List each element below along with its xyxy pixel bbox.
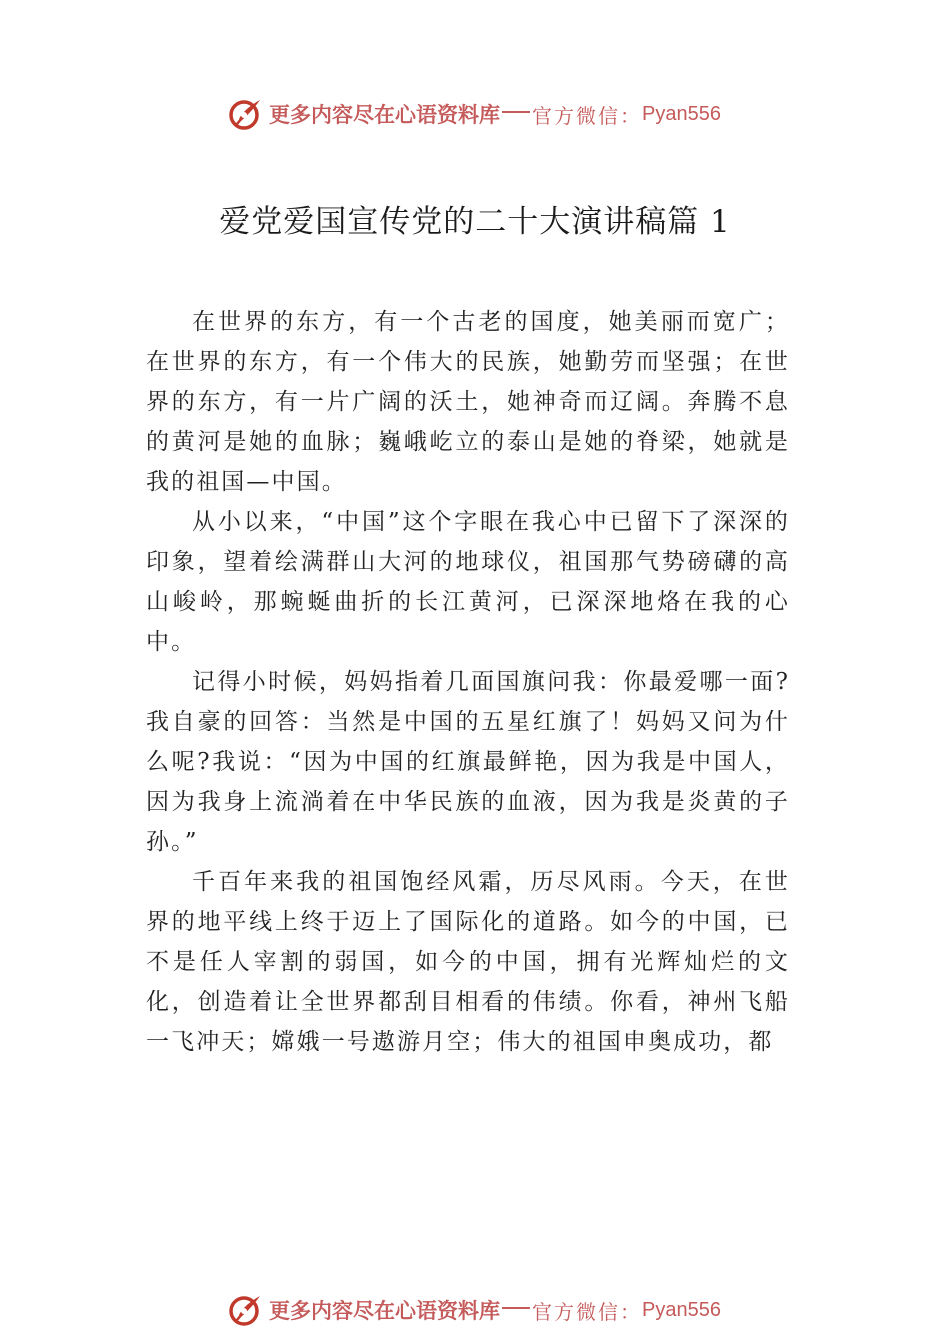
watermark-label: 官方微信： [532, 1299, 643, 1324]
watermark-dash [502, 111, 530, 113]
watermark-dash [502, 1307, 530, 1309]
watermark-id: Pyan556 [642, 1298, 721, 1321]
watermark-label: 官方微信： [532, 103, 643, 128]
watermark-id: Pyan556 [642, 102, 721, 125]
quill-logo-icon [229, 1293, 263, 1327]
document-title: 爱党爱国宣传党的二十大演讲稿篇 1 [219, 204, 731, 240]
paragraph: 从小以来，“中国”这个字眼在我心中已留下了深深的印象，望着绘满群山大河的地球仪，祖国那气势磅礴的高山峻岭，那蜿蜒曲折的长江黄河，已深深地烙在我的心中。 [146, 509, 790, 655]
paragraph: 记得小时候，妈妈指着几面国旗问我：你最爱哪一面?我自豪的回答：当然是中国的五星红旗了！妈妈又问为什么呢?我说：“因为中国的红旗最鲜艳，因为我是中国人，因为我身上流淌着在中华民族的血液，因为我是炎黄的子孙。” [146, 669, 790, 855]
header-watermark [0, 94, 950, 134]
watermark-text: 更多内容尽在心语资料库 [269, 102, 501, 127]
footer-watermark [0, 1290, 950, 1330]
document-body [146, 302, 790, 1062]
paragraph: 千百年来我的祖国饱经风霜，历尽风雨。今天，在世界的地平线上终于迈上了国际化的道路。如今的中国，已不是任人宰割的弱国，如今的中国，拥有光辉灿烂的文化，创造着让全世界都刮目相看的伟绩。你看，神州飞船一飞冲天；嫦娥一号遨游月空；伟大的祖国申奥成功，都 [146, 869, 790, 1055]
watermark-text: 更多内容尽在心语资料库 [269, 1298, 501, 1323]
quill-logo-icon [229, 97, 263, 131]
paragraph: 在世界的东方，有一个古老的国度，她美丽而宽广；在世界的东方，有一个伟大的民族，她勤劳而坚强；在世界的东方，有一片广阔的沃土，她神奇而辽阔。奔腾不息的黄河是她的血脉；巍峨屹立的泰山是她的脊梁，她就是我的祖国—中国。 [146, 309, 790, 495]
